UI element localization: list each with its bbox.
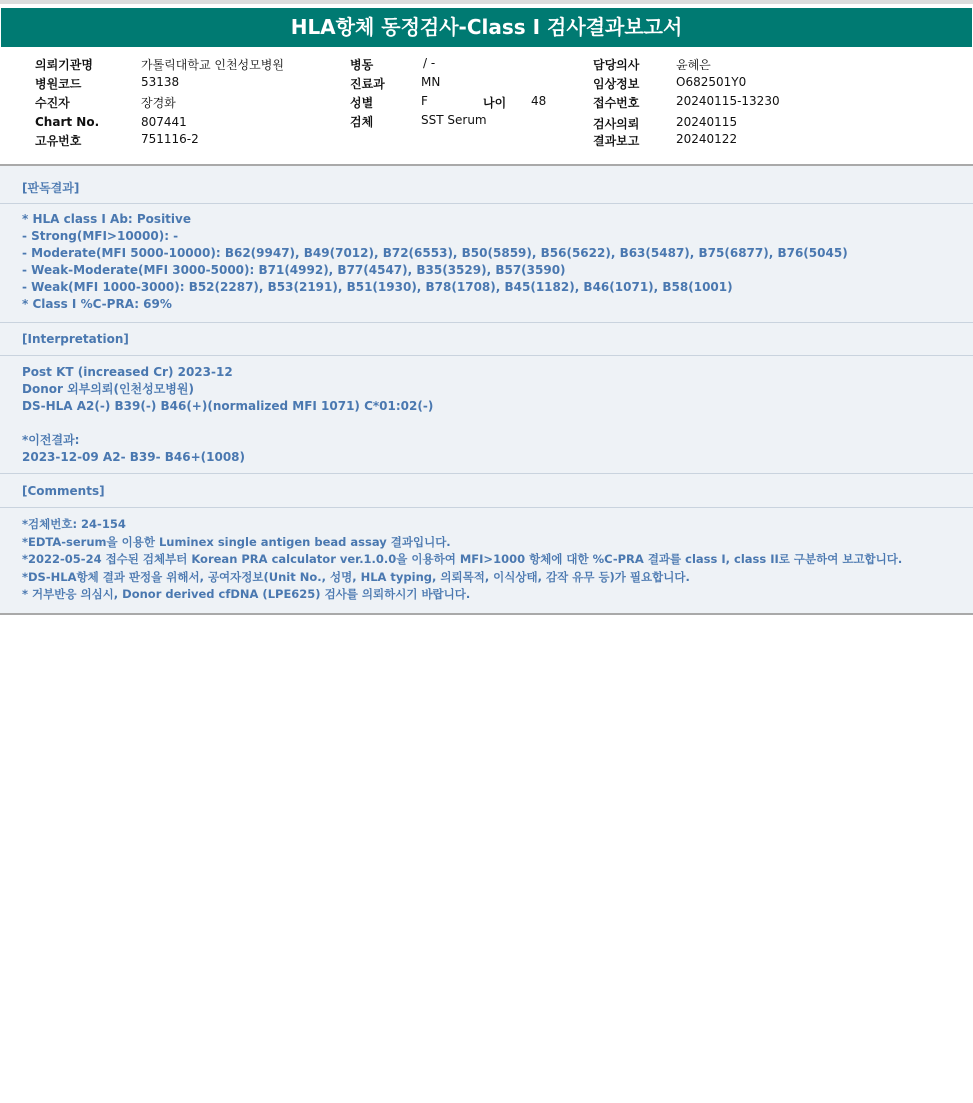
report-line: *검체번호: 24-154 [22,517,126,531]
result-section-title: [판독결과] [22,181,80,195]
ward-value: / - [423,56,436,70]
comments-lines [22,516,962,604]
chart-no-label: Chart No. [35,115,100,129]
report-line: *EDTA-serum을 이용한 Luminex single antigen bead assay 결과입니다. [22,534,451,549]
request-date-value: 20240115 [676,115,738,129]
report-line: *2022-05-24 접수된 검체부터 Korean PRA calculator ver.1.0.0을 이용하여 MFI>1000 항체에 대한 %C-PRA 결과를 class I, class II로 구분하여 보고합니다. [22,552,903,566]
chart-no-value: 807441 [141,115,187,129]
comments-section-title: [Comments] [22,484,105,498]
report-line: Donor 외부의뢰(인천성모병원) [22,382,194,396]
receipt-no-label: 접수번호 [593,96,640,110]
section-divider [0,203,973,204]
sex-value: F [421,94,428,108]
report-body [0,166,973,613]
unique-no-value: 751116-2 [141,132,199,146]
report-line: Post KT (increased Cr) 2023-12 [22,365,233,379]
result-lines [22,211,962,313]
report-bottom-border [0,613,973,615]
clinical-info-label: 임상정보 [593,77,640,91]
section-divider [0,322,973,323]
report-line: - Weak-Moderate(MFI 3000-5000): B71(4992), B77(4547), B35(3529), B57(3590) [22,263,566,277]
dept-value: MN [421,75,441,89]
hospital-label: 의뢰기관명 [35,58,93,72]
result-date-value: 20240122 [676,132,738,146]
top-border [0,0,973,4]
clinical-info-value: O682501Y0 [676,75,747,89]
report-line: - Moderate(MFI 5000-10000): B62(9947), B49(7012), B72(6553), B50(5859), B56(5622), B63(5487), B75(6877), B76(5045) [22,246,848,260]
report-line [22,415,962,432]
report-line: - Weak(MFI 1000-3000): B52(2287), B53(2191), B51(1930), B78(1708), B45(1182), B46(1071), B58(1001) [22,280,733,294]
section-divider [0,355,973,356]
interpretation-lines [22,364,962,466]
report-line: 2023-12-09 A2- B39- B46+(1008) [22,450,246,464]
interpretation-section-title: [Interpretation] [22,332,129,346]
specimen-value: SST Serum [421,113,487,127]
report-line: *이전결과: [22,433,80,447]
request-date-label: 검사의뢰 [593,117,640,131]
unique-no-label: 고유번호 [35,134,82,148]
report-line: * HLA class I Ab: Positive [22,212,191,226]
report-title: HLA항체 동정검사-Class I 검사결과보고서 [1,8,972,47]
section-divider [0,507,973,508]
age-label: 나이 [483,96,507,110]
hospital-value: 가톨릭대학교 인천성모병원 [141,58,284,72]
receipt-no-value: 20240115-13230 [676,94,780,108]
report-line: - Strong(MFI>10000): - [22,229,179,243]
hospital-code-label: 병원코드 [35,77,82,91]
result-date-label: 결과보고 [593,134,640,148]
age-value: 48 [531,94,547,108]
report-line: *DS-HLA항체 결과 판정을 위해서, 공여자정보(Unit No., 성명, HLA typing, 의뢰목적, 이식상태, 감작 유무 등)가 필요합니다. [22,569,690,584]
specimen-label: 검체 [350,115,374,129]
hospital-code-value: 53138 [141,75,180,89]
section-divider [0,473,973,474]
patient-info-panel [0,48,973,164]
sex-label: 성별 [350,96,374,110]
report-line: DS-HLA A2(-) B39(-) B46(+)(normalized MFI 1071) C*01:02(-) [22,399,434,413]
recipient-value: 장경화 [141,96,176,110]
report-line: * 거부반응 의심시, Donor derived cfDNA (LPE625) 검사를 의뢰하시기 바랍니다. [22,587,471,601]
report-line: * Class I %C-PRA: 69% [22,297,172,311]
recipient-label: 수진자 [35,96,70,110]
doctor-value: 윤혜은 [676,58,711,72]
doctor-label: 담당의사 [593,58,640,72]
dept-label: 진료과 [350,77,385,91]
ward-label: 병동 [350,58,374,72]
